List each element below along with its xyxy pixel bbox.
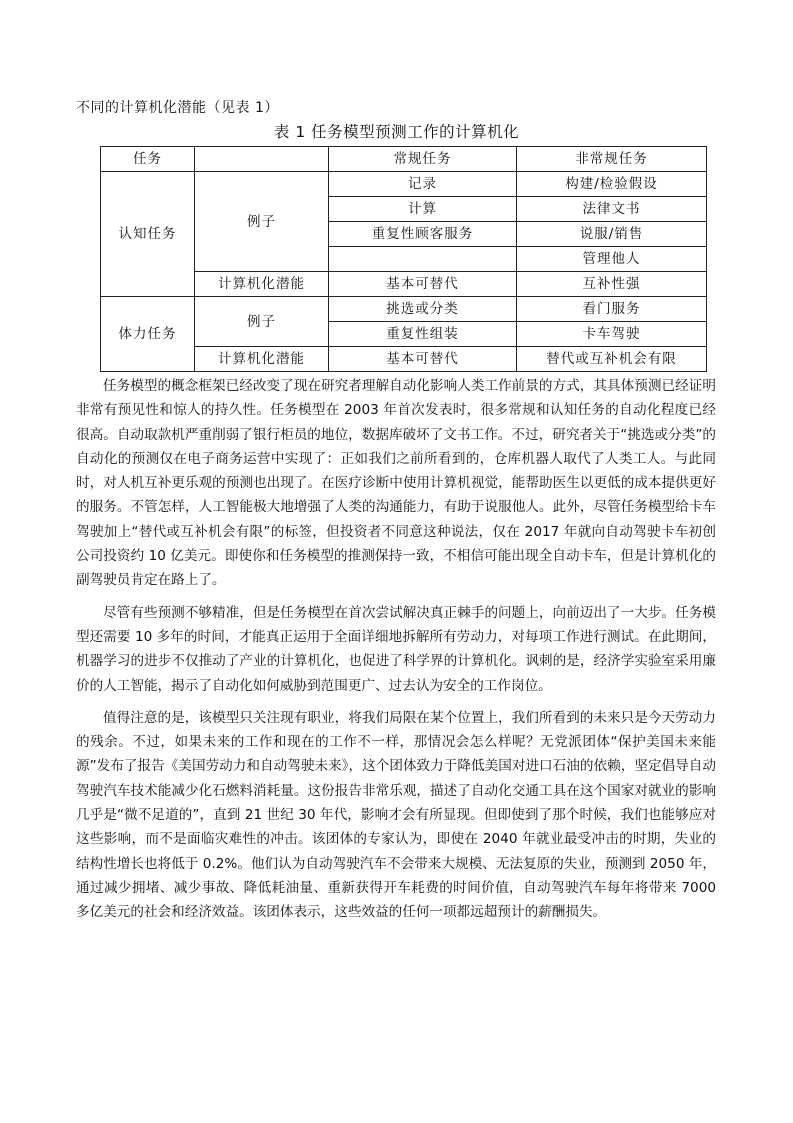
table-cell: 计算 [329, 197, 517, 222]
paragraph: 值得注意的是，该模型只关注现有职业，将我们局限在某个位置上，我们所看到的未来只是今天劳动力的残余。不过，如果未来的工作和现在的工作不一样，那情况会怎么样呢？无党派团体“保护美国未来能源”发布了报告《美国劳动力和自动驾驶未来》，这个团体致力于降低美国对进口石油的依赖，坚定倡导自动驾驶汽车技术能减少化石燃料消耗量。这份报告非常乐观，描述了自动化交通工具在这个国家对就业的影响几乎是“微不足道的”，直到 21 世纪 30 年代，影响才会有所显现。但即使到了那个时候，我们也能够应对这些影响，而不是面临灾难性的冲击。该团体的专家认为，即使在 2040 年就业最受冲击的时期，失业的结构性增长也将低于 0.2%。他们认为自动驾驶汽车不会带来大规模、无法复原的失业，预测到 2050 年，通过减少拥堵、减少事故、降低耗油量、重新获得开车耗费的时间价值，自动驾驶汽车每年将带来 7000 多亿美元的社会和经济效益。该团体表示，这些效益的任何一项都远超预计的薪酬损失。 [76, 709, 716, 921]
table-cell: 构建/检验假设 [517, 172, 707, 197]
table-cell: 基本可替代 [329, 347, 517, 372]
paragraph: 尽管有些预测不够精准，但是任务模型在首次尝试解决真正棘手的问题上，向前迈出了一大步。任务模型还需要 10 多年的时间，才能真正运用于全面详细地拆解所有劳动力，对每项工作进行测试。在此期间，机器学习的进步不仅推动了产业的计算机化，也促进了科学界的计算机化。讽刺的是，经济学实验室采用廉价的人工智能，揭示了自动化如何威胁到范围更广、过去认为安全的工作岗位。 [76, 604, 716, 694]
physical-potential-label: 计算机化潜能 [195, 347, 329, 372]
table-row [101, 172, 707, 197]
table-cell: 替代或互补机会有限 [517, 347, 707, 372]
table-row [101, 297, 707, 322]
table-cell: 挑选或分类 [329, 297, 517, 322]
table-cell: 互补性强 [517, 272, 707, 297]
table-cell: 重复性顾客服务 [329, 222, 517, 247]
table-cell: 基本可替代 [329, 272, 517, 297]
table-cell: 卡车驾驶 [517, 322, 707, 347]
intro-line: 不同的计算机化潜能（见表 1） [76, 100, 279, 116]
table-cell: 记录 [329, 172, 517, 197]
cognitive-task-label: 认知任务 [101, 172, 195, 297]
task-model-table [100, 146, 707, 372]
cognitive-potential-label: 计算机化潜能 [195, 272, 329, 297]
header-blank [195, 147, 329, 172]
table-header-row [101, 147, 707, 172]
table-cell: 说服/销售 [517, 222, 707, 247]
article-body [76, 374, 716, 925]
physical-example-label: 例子 [195, 297, 329, 347]
header-task: 任务 [101, 147, 195, 172]
physical-task-label: 体力任务 [101, 297, 195, 372]
header-routine: 常规任务 [329, 147, 517, 172]
table-cell: 管理他人 [517, 247, 707, 272]
cognitive-example-label: 例子 [195, 172, 329, 272]
table-cell: 看门服务 [517, 297, 707, 322]
paragraph: 任务模型的概念框架已经改变了现在研究者理解自动化影响人类工作前景的方式，其具体预测已经证明非常有预见性和惊人的持久性。任务模型在 2003 年首次发表时，很多常规和认知任务的自动化程度已经很高。自动取款机严重削弱了银行柜员的地位，数据库破坏了文书工作。不过，研究者关于“挑选或分类”的自动化的预测仅在电子商务运营中实现了：正如我们之前所看到的，仓库机器人取代了人类工人。与此同时，对人机互补更乐观的预测也出现了。在医疗诊断中使用计算机视觉，能帮助医生以更低的成本提供更好的服务。不管怎样，人工智能极大地增强了人类的沟通能力，有助于说服他人。此外，尽管任务模型给卡车驾驶加上“替代或互补机会有限”的标签，但投资者不同意这种说法，仅在 2017 年就向自动驾驶卡车初创公司投资约 10 亿美元。即使你和任务模型的推测保持一致，不相信可能出现全自动卡车，但是计算机化的副驾驶员肯定在路上了。 [76, 378, 716, 589]
table-cell [329, 247, 517, 272]
table-caption: 表 1 任务模型预测工作的计算机化 [273, 123, 520, 141]
header-nonroutine: 非常规任务 [517, 147, 707, 172]
table-cell: 法律文书 [517, 197, 707, 222]
table-cell: 重复性组装 [329, 322, 517, 347]
